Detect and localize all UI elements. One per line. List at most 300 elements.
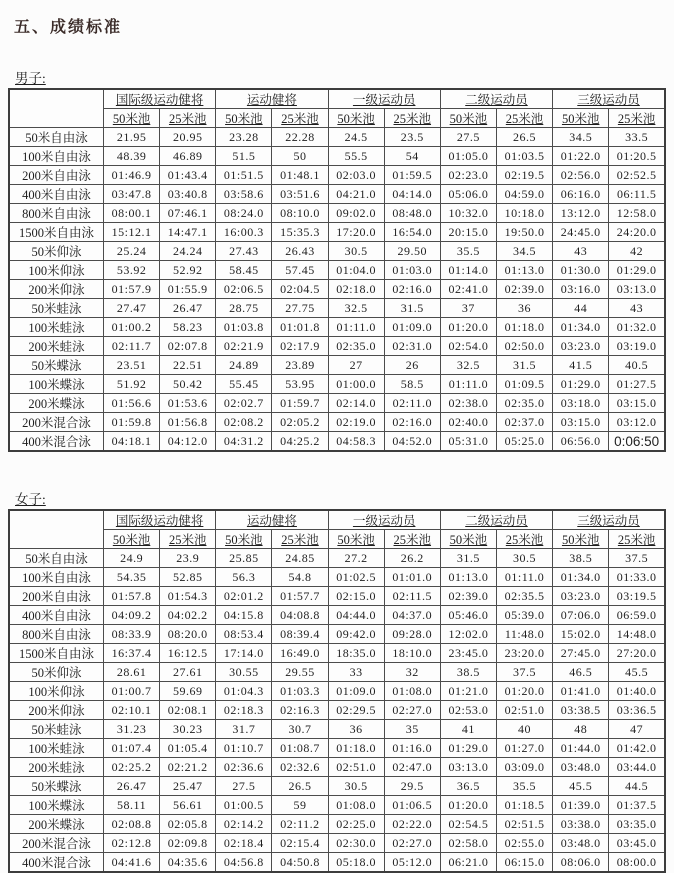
result-cell: 01:04.0 <box>328 261 384 280</box>
result-cell: 02:02.7 <box>216 394 272 413</box>
result-cell: 02:39.0 <box>440 587 496 606</box>
result-cell: 32.5 <box>440 356 496 375</box>
result-cell: 02:01.2 <box>216 587 272 606</box>
table-row <box>9 549 665 568</box>
result-cell: 40 <box>496 720 552 739</box>
result-cell: 02:11.5 <box>384 587 440 606</box>
result-cell: 02:16.3 <box>272 701 328 720</box>
result-cell: 30.7 <box>272 720 328 739</box>
result-cell: 20.95 <box>160 128 216 147</box>
result-cell: 01:13.0 <box>440 568 496 587</box>
pool-header: 25米池 <box>384 109 440 128</box>
table-row <box>9 166 665 185</box>
result-cell: 02:14.0 <box>328 394 384 413</box>
result-cell: 01:03.3 <box>272 682 328 701</box>
result-cell: 44 <box>553 299 609 318</box>
result-cell: 16:00.3 <box>216 223 272 242</box>
level-header: 二级运动员 <box>440 89 552 109</box>
result-cell: 02:32.6 <box>272 758 328 777</box>
result-cell: 55.5 <box>328 147 384 166</box>
table-row <box>9 394 665 413</box>
result-cell: 04:15.8 <box>216 606 272 625</box>
result-cell: 03:23.0 <box>553 337 609 356</box>
result-cell: 03:38.5 <box>553 701 609 720</box>
pool-header: 50米池 <box>328 530 384 549</box>
result-cell: 08:39.4 <box>272 625 328 644</box>
table-row <box>9 853 665 873</box>
result-cell: 35 <box>384 720 440 739</box>
result-cell: 03:13.0 <box>609 280 665 299</box>
result-cell: 01:29.0 <box>609 261 665 280</box>
pool-header: 25米池 <box>609 109 665 128</box>
result-cell: 03:47.8 <box>104 185 160 204</box>
result-cell: 03:48.0 <box>553 758 609 777</box>
result-cell: 27.5 <box>440 128 496 147</box>
table-row <box>9 223 665 242</box>
result-cell: 01:18.0 <box>496 318 552 337</box>
result-cell: 01:02.5 <box>328 568 384 587</box>
result-cell: 50 <box>272 147 328 166</box>
result-cell: 24.85 <box>272 549 328 568</box>
result-cell: 01:07.4 <box>104 739 160 758</box>
event-label: 50米蛙泳 <box>9 720 104 739</box>
table-row <box>9 185 665 204</box>
pool-header: 25米池 <box>272 530 328 549</box>
table-row <box>9 587 665 606</box>
result-cell: 27:45.0 <box>553 644 609 663</box>
result-cell: 11:48.0 <box>496 625 552 644</box>
result-cell: 48.39 <box>104 147 160 166</box>
result-cell: 01:08.0 <box>328 796 384 815</box>
header-row-pools <box>9 530 665 549</box>
result-cell: 26.2 <box>384 549 440 568</box>
result-cell: 31.5 <box>440 549 496 568</box>
table-row <box>9 796 665 815</box>
result-cell: 30.5 <box>328 242 384 261</box>
result-cell: 01:59.8 <box>104 413 160 432</box>
result-cell: 04:18.1 <box>104 432 160 452</box>
result-cell: 02:38.0 <box>440 394 496 413</box>
result-cell: 03:35.0 <box>609 815 665 834</box>
pool-header: 25米池 <box>272 109 328 128</box>
pool-header: 50米池 <box>104 530 160 549</box>
pool-header: 50米池 <box>216 530 272 549</box>
result-cell: 01:42.0 <box>609 739 665 758</box>
level-header: 二级运动员 <box>440 510 552 530</box>
result-cell: 01:18.5 <box>496 796 552 815</box>
table-row <box>9 720 665 739</box>
result-cell: 02:51.0 <box>328 758 384 777</box>
event-label: 200米蛙泳 <box>9 337 104 356</box>
result-cell: 01:27.0 <box>496 739 552 758</box>
table-row <box>9 758 665 777</box>
result-cell: 04:25.2 <box>272 432 328 452</box>
result-cell: 57.45 <box>272 261 328 280</box>
result-cell: 44.5 <box>609 777 665 796</box>
result-cell: 02:22.0 <box>384 815 440 834</box>
result-cell: 17:20.0 <box>328 223 384 242</box>
result-cell: 01:11.0 <box>440 375 496 394</box>
result-cell: 0:06:50 <box>609 432 665 452</box>
result-cell: 07:46.1 <box>160 204 216 223</box>
result-cell: 01:56.8 <box>160 413 216 432</box>
corner-cell <box>9 510 104 549</box>
result-cell: 04:31.2 <box>216 432 272 452</box>
result-cell: 02:10.1 <box>104 701 160 720</box>
table-row <box>9 318 665 337</box>
result-cell: 05:18.0 <box>328 853 384 873</box>
result-cell: 46.5 <box>553 663 609 682</box>
result-cell: 02:06.5 <box>216 280 272 299</box>
result-cell: 08:06.0 <box>553 853 609 873</box>
result-cell: 04:50.8 <box>272 853 328 873</box>
result-cell: 27:20.0 <box>609 644 665 663</box>
result-cell: 24.9 <box>104 549 160 568</box>
result-cell: 14:47.1 <box>160 223 216 242</box>
result-cell: 59.69 <box>160 682 216 701</box>
table-row <box>9 644 665 663</box>
result-cell: 12:02.0 <box>440 625 496 644</box>
result-cell: 03:15.0 <box>553 413 609 432</box>
result-cell: 04:09.2 <box>104 606 160 625</box>
result-cell: 02:35.5 <box>496 587 552 606</box>
table-row <box>9 375 665 394</box>
event-label: 50米仰泳 <box>9 663 104 682</box>
level-header: 一级运动员 <box>328 89 440 109</box>
level-header: 三级运动员 <box>553 89 665 109</box>
result-cell: 41.5 <box>553 356 609 375</box>
mens-table-label: 男子: <box>15 71 46 86</box>
result-cell: 37.5 <box>609 549 665 568</box>
result-cell: 02:18.3 <box>216 701 272 720</box>
event-label: 400米混合泳 <box>9 853 104 873</box>
result-cell: 03:51.6 <box>272 185 328 204</box>
result-cell: 58.23 <box>160 318 216 337</box>
result-cell: 03:40.8 <box>160 185 216 204</box>
result-cell: 01:09.5 <box>496 375 552 394</box>
result-cell: 01:21.0 <box>440 682 496 701</box>
result-cell: 23.5 <box>384 128 440 147</box>
result-cell: 03:58.6 <box>216 185 272 204</box>
event-label: 200米蝶泳 <box>9 394 104 413</box>
result-cell: 04:58.3 <box>328 432 384 452</box>
result-cell: 01:05.4 <box>160 739 216 758</box>
result-cell: 02:37.0 <box>496 413 552 432</box>
result-cell: 02:08.8 <box>104 815 160 834</box>
result-cell: 37.5 <box>496 663 552 682</box>
pool-header: 25米池 <box>496 109 552 128</box>
result-cell: 16:37.4 <box>104 644 160 663</box>
event-label: 100米蝶泳 <box>9 375 104 394</box>
result-cell: 02:05.8 <box>160 815 216 834</box>
result-cell: 08:48.0 <box>384 204 440 223</box>
result-cell: 01:29.0 <box>440 739 496 758</box>
result-cell: 04:12.0 <box>160 432 216 452</box>
result-cell: 46.89 <box>160 147 216 166</box>
result-cell: 43 <box>609 299 665 318</box>
result-cell: 13:12.0 <box>553 204 609 223</box>
result-cell: 41 <box>440 720 496 739</box>
result-cell: 33.5 <box>609 128 665 147</box>
result-cell: 01:00.0 <box>328 375 384 394</box>
result-cell: 02:19.5 <box>496 166 552 185</box>
pool-header: 25米池 <box>160 530 216 549</box>
result-cell: 21.95 <box>104 128 160 147</box>
result-cell: 01:09.0 <box>328 682 384 701</box>
result-cell: 01:30.0 <box>553 261 609 280</box>
mens-standards-table <box>8 88 666 452</box>
pool-header: 50米池 <box>440 530 496 549</box>
result-cell: 08:33.9 <box>104 625 160 644</box>
event-label: 400米自由泳 <box>9 606 104 625</box>
result-cell: 16:12.5 <box>160 644 216 663</box>
result-cell: 19:50.0 <box>496 223 552 242</box>
result-cell: 01:13.0 <box>496 261 552 280</box>
header-row-levels <box>9 89 665 109</box>
result-cell: 01:32.0 <box>609 318 665 337</box>
result-cell: 02:14.2 <box>216 815 272 834</box>
result-cell: 45.5 <box>553 777 609 796</box>
result-cell: 02:25.2 <box>104 758 160 777</box>
event-label: 50米蛙泳 <box>9 299 104 318</box>
result-cell: 37 <box>440 299 496 318</box>
header-row-pools <box>9 109 665 128</box>
result-cell: 01:44.0 <box>553 739 609 758</box>
result-cell: 02:51.0 <box>496 701 552 720</box>
result-cell: 02:31.0 <box>384 337 440 356</box>
result-cell: 52.85 <box>160 568 216 587</box>
table-row <box>9 568 665 587</box>
result-cell: 03:18.0 <box>553 394 609 413</box>
table-row <box>9 739 665 758</box>
result-cell: 27.43 <box>216 242 272 261</box>
result-cell: 30.55 <box>216 663 272 682</box>
result-cell: 01:53.6 <box>160 394 216 413</box>
result-cell: 54.35 <box>104 568 160 587</box>
result-cell: 02:41.0 <box>440 280 496 299</box>
result-cell: 03:23.0 <box>553 587 609 606</box>
table-row <box>9 337 665 356</box>
event-label: 100米仰泳 <box>9 682 104 701</box>
pool-header: 50米池 <box>104 109 160 128</box>
result-cell: 10:18.0 <box>496 204 552 223</box>
mens-section <box>8 67 666 452</box>
result-cell: 01:57.9 <box>104 280 160 299</box>
result-cell: 01:57.7 <box>272 587 328 606</box>
event-label: 200米混合泳 <box>9 413 104 432</box>
result-cell: 29.50 <box>384 242 440 261</box>
result-cell: 02:40.0 <box>440 413 496 432</box>
result-cell: 03:48.0 <box>553 834 609 853</box>
table-row <box>9 261 665 280</box>
result-cell: 01:20.0 <box>496 682 552 701</box>
result-cell: 32 <box>384 663 440 682</box>
event-label: 50米仰泳 <box>9 242 104 261</box>
result-cell: 06:59.0 <box>609 606 665 625</box>
table-row <box>9 356 665 375</box>
result-cell: 02:47.0 <box>384 758 440 777</box>
result-cell: 08:00.1 <box>104 204 160 223</box>
table-row <box>9 777 665 796</box>
result-cell: 33 <box>328 663 384 682</box>
result-cell: 17:14.0 <box>216 644 272 663</box>
result-cell: 08:24.0 <box>216 204 272 223</box>
result-cell: 26.47 <box>104 777 160 796</box>
result-cell: 20:15.0 <box>440 223 496 242</box>
result-cell: 52.92 <box>160 261 216 280</box>
result-cell: 02:56.0 <box>553 166 609 185</box>
event-label: 50米蝶泳 <box>9 356 104 375</box>
result-cell: 02:25.0 <box>328 815 384 834</box>
result-cell: 01:40.0 <box>609 682 665 701</box>
result-cell: 01:20.5 <box>609 147 665 166</box>
result-cell: 01:03.8 <box>216 318 272 337</box>
result-cell: 02:53.0 <box>440 701 496 720</box>
result-cell: 36.5 <box>440 777 496 796</box>
result-cell: 18:35.0 <box>328 644 384 663</box>
result-cell: 38.5 <box>440 663 496 682</box>
result-cell: 05:25.0 <box>496 432 552 452</box>
result-cell: 01:48.1 <box>272 166 328 185</box>
result-cell: 08:10.0 <box>272 204 328 223</box>
result-cell: 01:08.7 <box>272 739 328 758</box>
event-label: 1500米自由泳 <box>9 223 104 242</box>
result-cell: 14:48.0 <box>609 625 665 644</box>
result-cell: 01:59.5 <box>384 166 440 185</box>
result-cell: 02:54.0 <box>440 337 496 356</box>
result-cell: 01:09.0 <box>384 318 440 337</box>
result-cell: 24:20.0 <box>609 223 665 242</box>
result-cell: 36 <box>496 299 552 318</box>
result-cell: 51.92 <box>104 375 160 394</box>
table-row <box>9 625 665 644</box>
result-cell: 47 <box>609 720 665 739</box>
pool-header: 50米池 <box>553 530 609 549</box>
result-cell: 54.8 <box>272 568 328 587</box>
event-label: 200米混合泳 <box>9 834 104 853</box>
event-label: 100米自由泳 <box>9 147 104 166</box>
result-cell: 02:08.2 <box>216 413 272 432</box>
pool-header: 50米池 <box>216 109 272 128</box>
result-cell: 02:15.4 <box>272 834 328 853</box>
result-cell: 08:00.0 <box>609 853 665 873</box>
event-label: 100米仰泳 <box>9 261 104 280</box>
header-row-levels <box>9 510 665 530</box>
result-cell: 40.5 <box>609 356 665 375</box>
result-cell: 02:36.6 <box>216 758 272 777</box>
corner-cell <box>9 89 104 128</box>
table-row <box>9 128 665 147</box>
result-cell: 08:53.4 <box>216 625 272 644</box>
result-cell: 24.89 <box>216 356 272 375</box>
result-cell: 01:41.0 <box>553 682 609 701</box>
result-cell: 01:14.0 <box>440 261 496 280</box>
result-cell: 01:03.0 <box>384 261 440 280</box>
result-cell: 06:56.0 <box>553 432 609 452</box>
result-cell: 30.23 <box>160 720 216 739</box>
result-cell: 05:31.0 <box>440 432 496 452</box>
result-cell: 01:22.0 <box>553 147 609 166</box>
result-cell: 53.95 <box>272 375 328 394</box>
result-cell: 06:15.0 <box>496 853 552 873</box>
result-cell: 02:35.0 <box>496 394 552 413</box>
result-cell: 18:10.0 <box>384 644 440 663</box>
level-header: 三级运动员 <box>553 510 665 530</box>
result-cell: 02:51.5 <box>496 815 552 834</box>
result-cell: 04:35.6 <box>160 853 216 873</box>
pool-header: 25米池 <box>496 530 552 549</box>
result-cell: 02:08.1 <box>160 701 216 720</box>
result-cell: 04:59.0 <box>496 185 552 204</box>
result-cell: 10:32.0 <box>440 204 496 223</box>
result-cell: 02:55.0 <box>496 834 552 853</box>
result-cell: 53.92 <box>104 261 160 280</box>
pool-header: 50米池 <box>440 109 496 128</box>
event-label: 100米自由泳 <box>9 568 104 587</box>
result-cell: 26 <box>384 356 440 375</box>
result-cell: 01:56.6 <box>104 394 160 413</box>
result-cell: 23.51 <box>104 356 160 375</box>
result-cell: 58.45 <box>216 261 272 280</box>
result-cell: 23.28 <box>216 128 272 147</box>
result-cell: 15:12.1 <box>104 223 160 242</box>
result-cell: 02:39.0 <box>496 280 552 299</box>
result-cell: 02:16.0 <box>384 413 440 432</box>
result-cell: 04:56.8 <box>216 853 272 873</box>
result-cell: 22.51 <box>160 356 216 375</box>
result-cell: 29.5 <box>384 777 440 796</box>
result-cell: 02:05.2 <box>272 413 328 432</box>
result-cell: 02:21.9 <box>216 337 272 356</box>
pool-header: 50米池 <box>328 109 384 128</box>
result-cell: 54 <box>384 147 440 166</box>
result-cell: 24.24 <box>160 242 216 261</box>
table-row <box>9 432 665 452</box>
result-cell: 38.5 <box>553 549 609 568</box>
result-cell: 02:03.0 <box>328 166 384 185</box>
result-cell: 25.85 <box>216 549 272 568</box>
result-cell: 02:58.0 <box>440 834 496 853</box>
level-header: 运动健将 <box>216 510 328 530</box>
event-label: 100米蛙泳 <box>9 739 104 758</box>
result-cell: 02:04.5 <box>272 280 328 299</box>
result-cell: 02:30.0 <box>328 834 384 853</box>
table-row <box>9 834 665 853</box>
result-cell: 02:29.5 <box>328 701 384 720</box>
result-cell: 02:16.0 <box>384 280 440 299</box>
result-cell: 27.5 <box>216 777 272 796</box>
result-cell: 06:21.0 <box>440 853 496 873</box>
result-cell: 42 <box>609 242 665 261</box>
result-cell: 08:20.0 <box>160 625 216 644</box>
result-cell: 03:16.0 <box>553 280 609 299</box>
result-cell: 09:28.0 <box>384 625 440 644</box>
event-label: 200米仰泳 <box>9 280 104 299</box>
result-cell: 01:06.5 <box>384 796 440 815</box>
result-cell: 27.75 <box>272 299 328 318</box>
page-title: 五、成绩标准 <box>14 19 123 36</box>
result-cell: 59 <box>272 796 328 815</box>
result-cell: 16:49.0 <box>272 644 328 663</box>
table-row <box>9 204 665 223</box>
result-cell: 01:00.5 <box>216 796 272 815</box>
result-cell: 04:14.0 <box>384 185 440 204</box>
result-cell: 04:02.2 <box>160 606 216 625</box>
event-label: 100米蝶泳 <box>9 796 104 815</box>
table-row <box>9 606 665 625</box>
result-cell: 02:27.0 <box>384 834 440 853</box>
result-cell: 35.5 <box>440 242 496 261</box>
